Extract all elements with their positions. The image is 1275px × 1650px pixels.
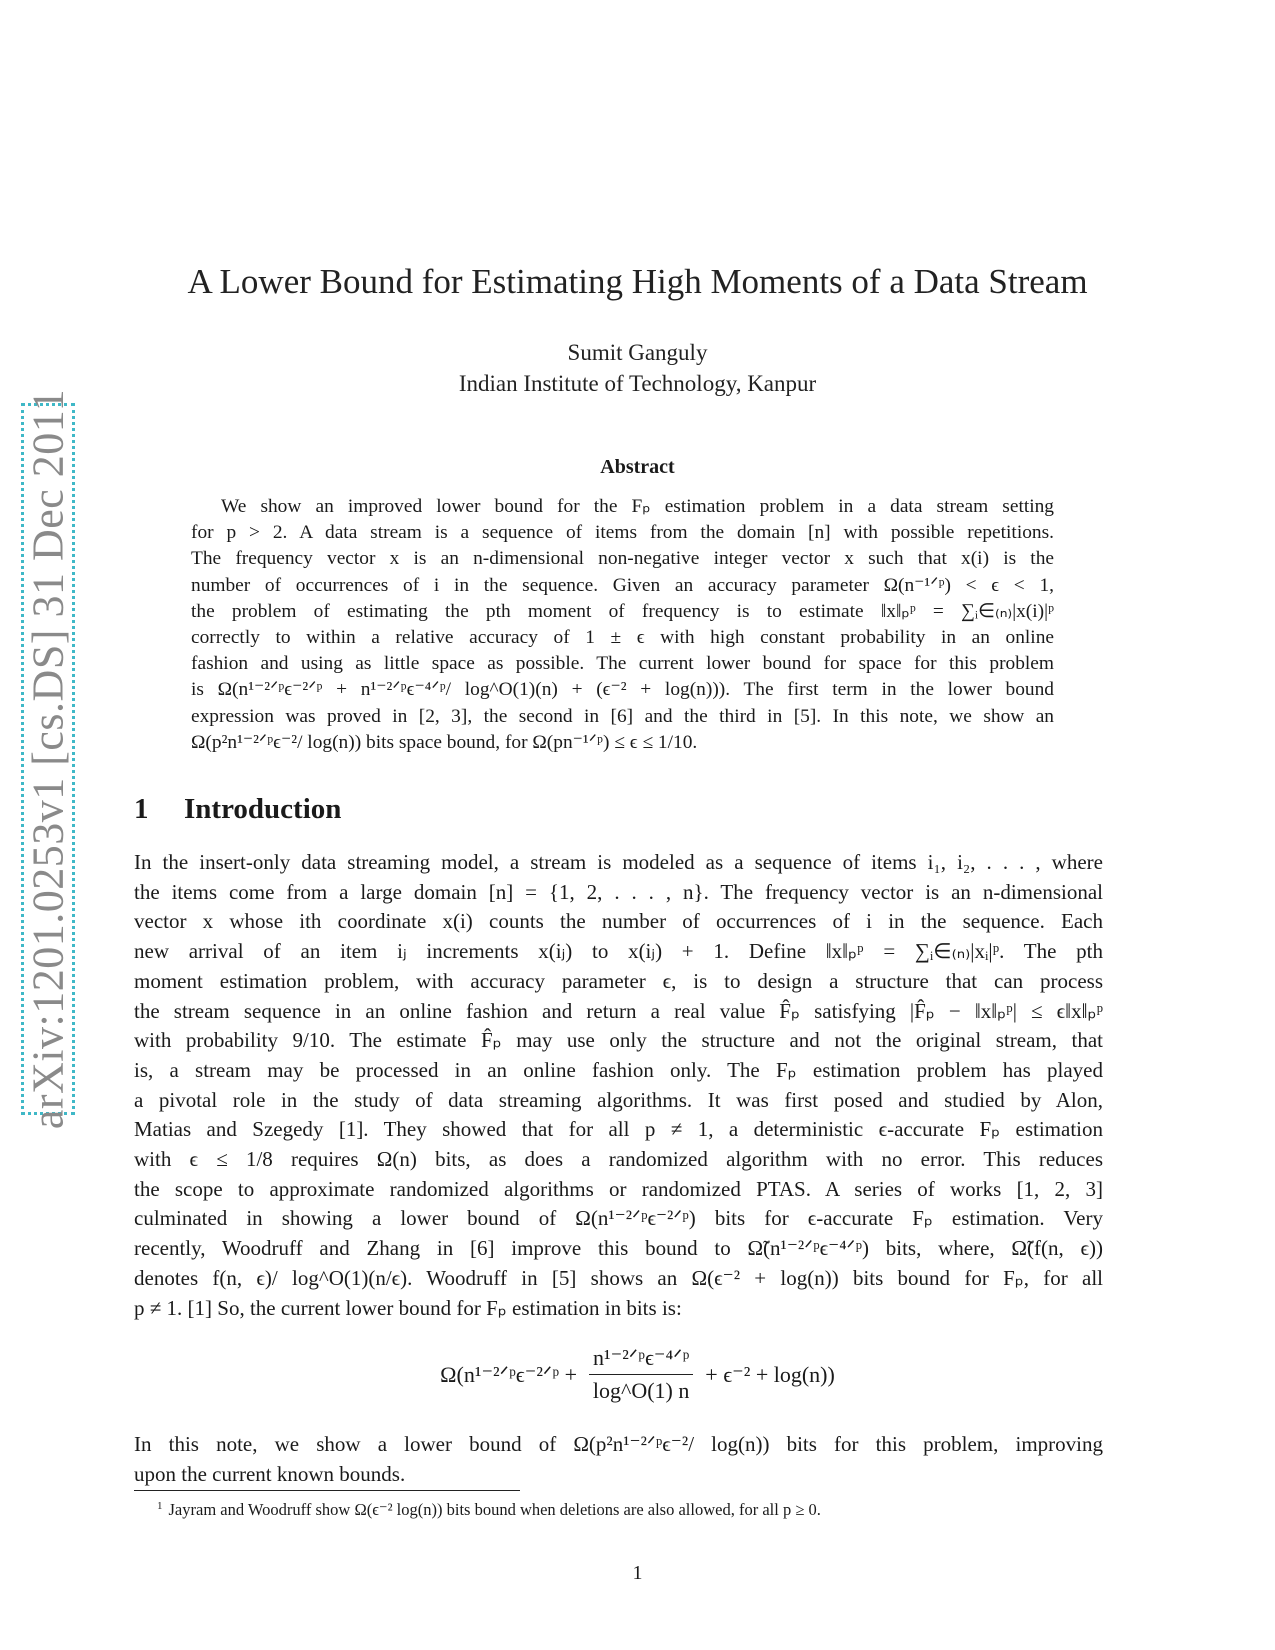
author-name: Sumit Ganguly — [567, 340, 708, 365]
body-line: with probability 9/10. The estimate F̂ₚ may use only the structure and not the original stream, that — [134, 1028, 1103, 1053]
section-title: Introduction — [184, 793, 342, 825]
body-line: vector x whose ith coordinate x(i) counts the number of occurrences of i in the sequence. Each — [134, 909, 1103, 934]
body-line: the scope to approximate randomized algorithms or randomized PTAS. A series of works [1, 2, 3] — [134, 1176, 1103, 1201]
abstract-line: correctly to within a relative accuracy of 1 ± ϵ with high constant probability in an online — [191, 627, 1054, 649]
abstract-line: for p > 2. A data stream is a sequence of items from the domain [n] with possible repetitions. — [191, 522, 1054, 544]
body-line: In the insert-only data streaming model, a stream is modeled as a sequence of items i₁, i₂, . . . , where — [134, 850, 1103, 874]
display-equation — [0, 1345, 1275, 1415]
abstract-line: fashion and using as little space as possible. The current lower bound for space for this problem — [191, 653, 1054, 675]
paper-title: A Lower Bound for Estimating High Moments of a Data Stream — [187, 262, 1088, 301]
body-line: denotes f(n, ϵ)/ log^O(1)(n/ϵ). Woodruff in [5] shows an Ω(ϵ⁻² + log(n)) bits bound for Fₚ, for all — [134, 1265, 1103, 1290]
abstract-line: number of occurrences of i in the sequence. Given an accuracy parameter Ω(n⁻¹ᐟᵖ) < ϵ < 1, — [191, 574, 1054, 596]
body-line: a pivotal role in the study of data streaming algorithms. It was first posed and studied by Alon, — [134, 1087, 1103, 1112]
body-line: is, a stream may be processed in an online fashion only. The Fₚ estimation problem has played — [134, 1057, 1103, 1082]
section-heading — [134, 793, 341, 826]
equation-prefix: Ω(n¹⁻²ᐟᵖϵ⁻²ᐟᵖ + — [440, 1361, 577, 1387]
footnote — [157, 1500, 821, 1520]
body-line: new arrival of an item iⱼ increments x(iⱼ) to x(iⱼ) + 1. Define ‖x‖ₚᵖ = ∑ᵢ∈₍ₙ₎|xᵢ|ᵖ. The pth — [134, 939, 1103, 964]
body-line: culminated in showing a lower bound of Ω(n¹⁻²ᐟᵖϵ⁻²ᐟᵖ) bits for ϵ-accurate Fₚ estimation. Very — [134, 1206, 1103, 1231]
equation-suffix: + ϵ⁻² + log(n)) — [705, 1361, 835, 1387]
arxiv-identifier[interactable]: arXiv:1201.0253v1 [cs.DS] 31 Dec 2011 — [23, 388, 73, 1130]
abstract-line: expression was proved in [2, 3], the second in [6] and the third in [5]. In this note, we show an — [191, 705, 1054, 727]
abstract-line: Ω(p²n¹⁻²ᐟᵖϵ⁻²/ log(n)) bits space bound, for Ω(pn⁻¹ᐟᵖ) ≤ ϵ ≤ 1/10. — [191, 731, 698, 753]
equation-denominator: log^O(1) n — [592, 1378, 690, 1403]
introduction-body — [134, 848, 1103, 1323]
body-line: the stream sequence in an online fashion and return a real value F̂ₚ satisfying |F̂ₚ − ‖x‖ₚᵖ| ≤ ϵ‖x‖ₚᵖ — [134, 998, 1103, 1023]
equation-numerator: n¹⁻²ᐟᵖϵ⁻⁴ᐟᵖ — [589, 1345, 693, 1375]
abstract-line: The frequency vector x is an n-dimensional non-negative integer vector x such that x(i) is the — [191, 548, 1054, 570]
body-line: recently, Woodruff and Zhang in [6] improve this bound to Ω̃(n¹⁻²ᐟᵖϵ⁻⁴ᐟᵖ) bits, where, Ω̃(f(n, ϵ)) — [134, 1236, 1103, 1261]
footnote-text: Jayram and Woodruff show Ω(ϵ⁻² log(n)) bits bound when deletions are also allowed, for all p ≥ 0. — [168, 1500, 821, 1519]
body-line: upon the current known bounds. — [134, 1461, 406, 1486]
footnote-marker: 1 — [157, 1499, 163, 1512]
closing-paragraph — [134, 1430, 1103, 1489]
page-number: 1 — [632, 1562, 643, 1584]
equation-fraction — [589, 1345, 693, 1404]
body-line: moment estimation problem, with accuracy parameter ϵ, is to design a structure that can process — [134, 968, 1103, 993]
footnote-divider — [134, 1490, 520, 1491]
body-line: with ϵ ≤ 1/8 requires Ω(n) bits, as does a randomized algorithm with no error. This reduces — [134, 1147, 1103, 1172]
abstract-line: We show an improved lower bound for the Fₚ estimation problem in a data stream setting — [221, 496, 1054, 517]
body-line: p ≠ 1. [1] So, the current lower bound for Fₚ estimation in bits is: — [134, 1295, 682, 1320]
abstract-line: the problem of estimating the pth moment of frequency is to estimate ‖x‖ₚᵖ = ∑ᵢ∈₍ₙ₎|x(i)|ᵖ — [191, 600, 1054, 622]
abstract-heading: Abstract — [600, 456, 675, 478]
abstract-body — [191, 494, 1054, 756]
author-affiliation: Indian Institute of Technology, Kanpur — [458, 371, 817, 396]
body-line: In this note, we show a lower bound of Ω(p²n¹⁻²ᐟᵖϵ⁻²/ log(n)) bits for this problem, improving — [134, 1432, 1103, 1456]
section-number: 1 — [134, 793, 149, 825]
body-line: Matias and Szegedy [1]. They showed that for all p ≠ 1, a deterministic ϵ-accurate Fₚ estimation — [134, 1117, 1103, 1142]
abstract-line: is Ω(n¹⁻²ᐟᵖϵ⁻²ᐟᵖ + n¹⁻²ᐟᵖϵ⁻⁴ᐟᵖ/ log^O(1)(n) + (ϵ⁻² + log(n))). The first term in the lower bound — [191, 679, 1054, 701]
body-line: the items come from a large domain [n] = {1, 2, . . . , n}. The frequency vector is an n-dimensional — [134, 879, 1103, 904]
